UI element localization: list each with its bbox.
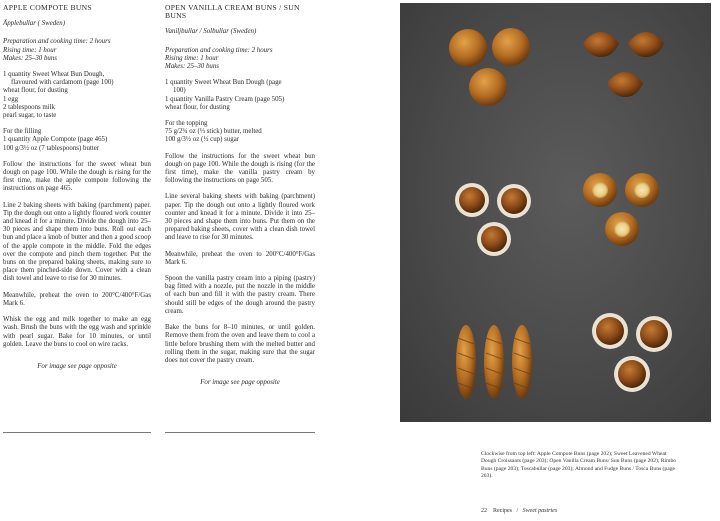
ingredient: flavoured with cardamom (page 100) — [11, 79, 114, 87]
almond-fudge-buns — [592, 313, 672, 392]
rimbo-buns — [456, 325, 532, 399]
ingredient: 1 quantity Apple Compote (page 465) — [3, 136, 108, 144]
pastries-illustration — [400, 3, 711, 422]
recipe-title: OPEN VANILLA CREAM BUNS / SUN BUNS — [165, 3, 300, 21]
ingredient: 75 g/2¾ oz (⅓ stick) butter, melted — [165, 128, 262, 136]
filling-heading: For the filling — [3, 128, 42, 136]
ingredient: 1 egg — [3, 95, 19, 103]
page-footer — [481, 508, 557, 514]
ingredient: 100) — [173, 87, 186, 95]
method-paragraph: Follow the instructions for the sweet wheat bun dough on page 100. While the dough is rising (for the first time), make the vanilla pastry cream by following the instructions on page 505. — [165, 152, 315, 185]
divider — [165, 432, 315, 433]
ingredient: wheat flour, for dusting — [165, 103, 230, 111]
method-paragraph: Follow the instructions for the sweet wheat bun dough on page 100. While the dough is rising for the first time, make the apple compote following the instructions on page 465. — [3, 160, 151, 193]
ingredient: 100 g/3½ oz (7 tablespoons) butter — [3, 144, 100, 152]
ingredient: wheat flour, for dusting — [3, 87, 68, 95]
ingredient: 1 quantity Vanilla Pastry Cream (page 505) — [165, 95, 285, 103]
footer-separator: / — [516, 508, 519, 514]
recipe-open-vanilla-cream-buns — [165, 0, 315, 387]
method-paragraph: Spoon the vanilla pastry cream into a piping (pastry) bag fitted with a nozzle, put the nozzle in the middle of each bun and fill it with the pastry cream. There should still be edges of the dough around the pastry cream. — [165, 275, 315, 315]
see-image-note: For image see page opposite — [37, 362, 117, 370]
method-paragraph: Line 2 baking sheets with baking (parchment) paper. Tip the dough out onto a lightly floured work counter and knead it for a minute. Divide the dough into 25–30 pieces and shape them into buns. Roll out each bun and place a knob of butter and then a good scoop of the apple compote in the middle. Fold the edges over the compote and pinch them together. Put the buns on the prepared baking sheets, making sure to place them pinched-side down. Cover with a clean dish towel and leave to rise for 30 minutes. — [3, 201, 151, 283]
apple-compote-buns — [449, 28, 530, 106]
footer-section: Recipes — [493, 508, 512, 514]
topping-heading: For the topping — [165, 120, 208, 128]
see-image-note: For image see page opposite — [200, 379, 280, 387]
meta-time: Preparation and cooking time: 2 hours — [3, 38, 111, 46]
method-paragraph: Meanwhile, preheat the oven to 200°C/400°F/Gas Mark 6. — [165, 250, 315, 266]
meta-yield: Makes: 25–30 buns — [165, 63, 219, 71]
toscabullar — [455, 183, 531, 256]
recipe-title: APPLE COMPOTE BUNS — [3, 3, 92, 12]
recipe-apple-compote-buns — [3, 0, 151, 371]
recipe-subtitle: Vaniljbullar / Solbullar (Sweden) — [165, 28, 257, 36]
method-paragraph: Bake the buns for 8–10 minutes, or until golden. Remove them from the oven and leave them to cool a little before brushing them with the melted butter and rolling them in the sugar, making sure that the sugar does not cover the pastry cream. — [165, 324, 315, 364]
photo-caption: Clockwise from top left: Apple Compote Buns (page 202); Sweet Leavened Wheat Dough Croissants (page 203); Open Vanilla Cream Buns/ Sun Buns (page 202); Rimbo Buns (page 203); Toscabullar (page 203); Almond and Fudge Buns / Tosca Buns (page 203). — [481, 451, 677, 480]
ingredient: 100 g/3½ oz (½ cup) sugar — [165, 136, 240, 144]
footer-chapter: Sweet pastries — [522, 508, 558, 514]
meta-yield: Makes: 25–30 buns — [3, 54, 57, 62]
ingredient: pearl sugar, to taste — [3, 112, 57, 120]
method-paragraph: Whisk the egg and milk together to make an egg wash. Brush the buns with the egg wash and sprinkle with pearl sugar. Bake for 10 minutes, or until golden. Leave the buns to cool on wire racks. — [3, 316, 151, 348]
vanilla-cream-buns — [583, 173, 659, 246]
recipe-subtitle: Äpplebullar ( Sweden) — [3, 20, 66, 28]
meta-rising: Rising time: 1 hour — [3, 46, 57, 54]
ingredient: 1 quantity Sweet Wheat Bun Dough, — [3, 71, 105, 79]
method-paragraph: Meanwhile, preheat the oven to 200°C/400°F/Gas Mark 6. — [3, 291, 151, 307]
meta-rising: Rising time: 1 hour — [165, 54, 219, 62]
ingredient: 2 tablespoons milk — [3, 103, 56, 111]
croissants — [583, 32, 664, 97]
page-number: 22 — [481, 508, 487, 514]
ingredient: 1 quantity Sweet Wheat Bun Dough (page — [165, 79, 282, 87]
divider — [3, 432, 151, 433]
meta-time: Preparation and cooking time: 2 hours — [165, 46, 273, 54]
method-paragraph: Line several baking sheets with baking (parchment) paper. Tip the dough out onto a lightly floured work counter and knead it for a minute. Divide it into 25–30 pieces and shape them into buns. Put them on the prepared baking sheets, cover with a clean dish towel and leave to rise for 30 minutes. — [165, 193, 315, 242]
pastries-photo — [400, 3, 711, 422]
